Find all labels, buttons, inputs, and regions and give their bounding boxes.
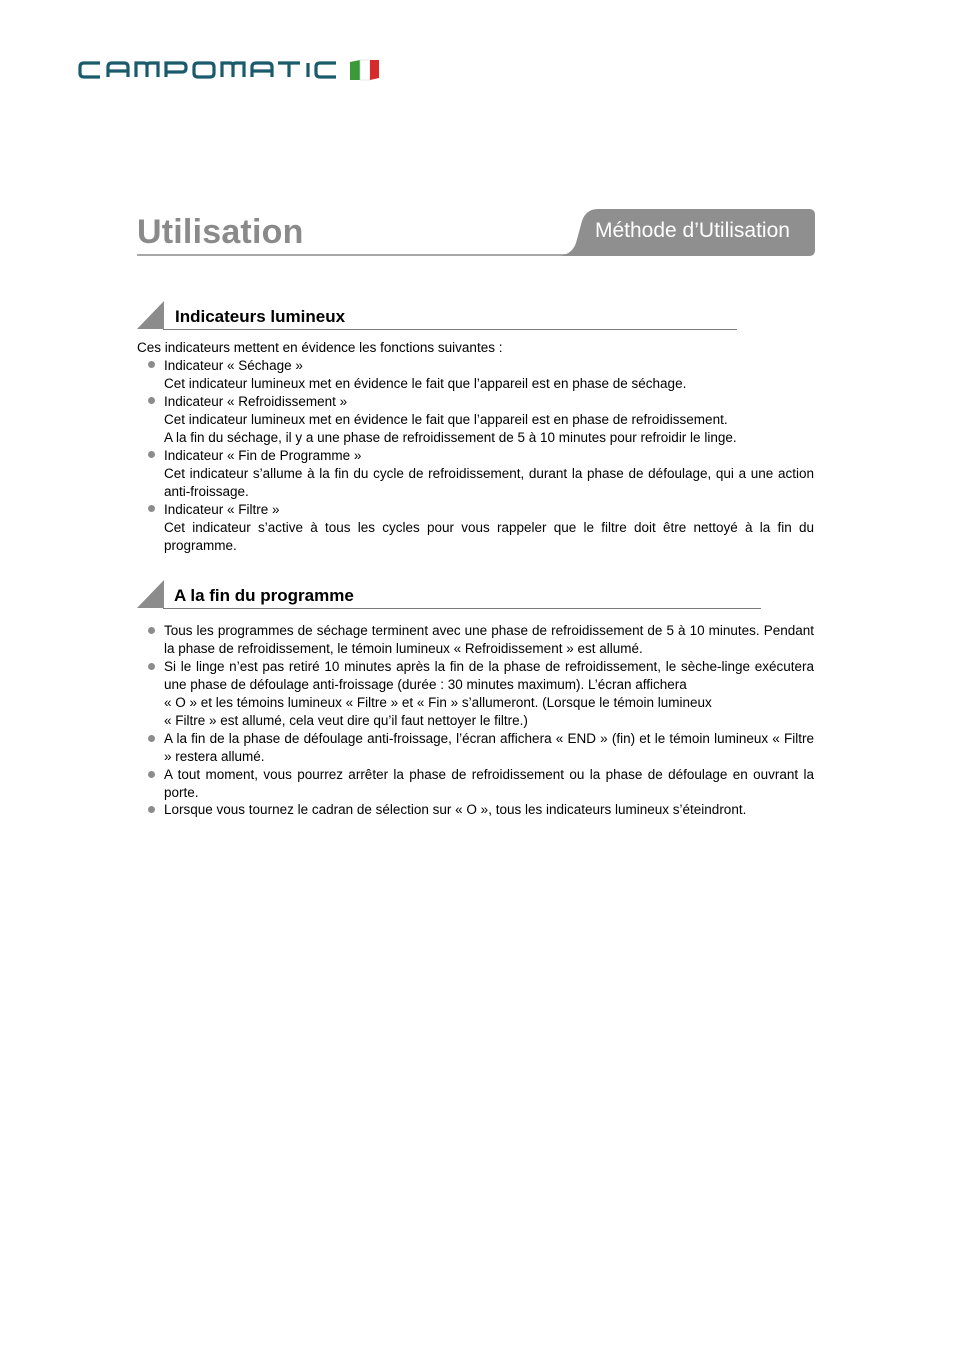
indicator-title: Indicateur « Fin de Programme » — [164, 448, 362, 463]
header-divider — [137, 254, 577, 256]
bullet-icon — [148, 397, 155, 404]
bullet-icon — [148, 771, 155, 778]
indicator-description: Cet indicateur s’allume à la fin du cycle de refroidissement, durant la phase de défoulage, qui a une action anti-froissage. — [164, 466, 814, 499]
page-title: Utilisation — [137, 213, 304, 251]
program-note: A tout moment, vous pourrez arrêter la phase de refroidissement ou la phase de défoulage en ouvrant la porte. — [164, 767, 814, 800]
indicator-title: Indicateur « Séchage » — [164, 358, 303, 373]
section-intro: Ces indicateurs mettent en évidence les fonctions suivantes : — [137, 340, 503, 355]
indicator-description: Cet indicateur lumineux met en évidence le fait que l’appareil est en phase de séchage. — [164, 376, 687, 391]
section-heading-end-of-program — [137, 580, 767, 610]
bullet-icon — [148, 735, 155, 742]
indicator-title: Indicateur « Filtre » — [164, 502, 280, 517]
indicator-description: Cet indicateur lumineux met en évidence le fait que l’appareil est en phase de refroidissement. — [164, 412, 728, 427]
program-note: Lorsque vous tournez le cadran de sélection sur « O », tous les indicateurs lumineux s’éteindront. — [164, 802, 747, 817]
bullet-icon — [148, 451, 155, 458]
bullet-icon — [148, 361, 155, 368]
campomatic-logo — [78, 58, 380, 82]
heading-triangle-icon — [137, 580, 164, 608]
bullet-icon — [148, 663, 155, 670]
indicator-description: A la fin du séchage, il y a une phase de refroidissement de 5 à 10 minutes pour refroidir le linge. — [164, 430, 737, 445]
indicator-description: Cet indicateur s’active à tous les cycles pour vous rappeler que le filtre doit être nettoyé à la fin du programme. — [164, 520, 814, 553]
flag-icon — [350, 60, 379, 80]
brand-logo — [78, 58, 380, 82]
program-note: Si le linge n’est pas retiré 10 minutes après la fin de la phase de refroidissement, le sèche-linge exécutera une phase de défoulage anti-froissage (durée : 30 minutes maximum). L’écran affichera — [164, 659, 814, 692]
indicator-title: Indicateur « Refroidissement » — [164, 394, 348, 409]
program-note: Tous les programmes de séchage terminent avec une phase de refroidissement de 5 à 10 minutes. Pendant la phase de refroidissement, le témoin lumineux « Refroidissement » est allumé. — [164, 623, 814, 656]
section-heading-text: Indicateurs lumineux — [175, 307, 346, 326]
heading-underline — [163, 608, 761, 609]
bullet-icon — [148, 505, 155, 512]
program-note: A la fin de la phase de défoulage anti-froissage, l’écran affichera « END » (fin) et le témoin lumineux « Filtre » restera allumé. — [164, 731, 814, 764]
section-heading-indicators — [137, 301, 737, 331]
program-note-line: « Filtre » est allumé, cela veut dire qu’il faut nettoyer le filtre.) — [164, 713, 528, 728]
section-tab-label: Méthode d’Utilisation — [595, 219, 790, 242]
section-heading-text: A la fin du programme — [174, 586, 354, 605]
bullet-icon — [148, 806, 155, 813]
program-note-line: « O » et les témoins lumineux « Filtre » et « Fin » s’allumeront. (Lorsque le témoin lumineux — [164, 695, 712, 710]
section-tab — [560, 209, 815, 256]
bullet-icon — [148, 627, 155, 634]
heading-triangle-icon — [137, 301, 164, 329]
heading-underline — [163, 329, 737, 330]
